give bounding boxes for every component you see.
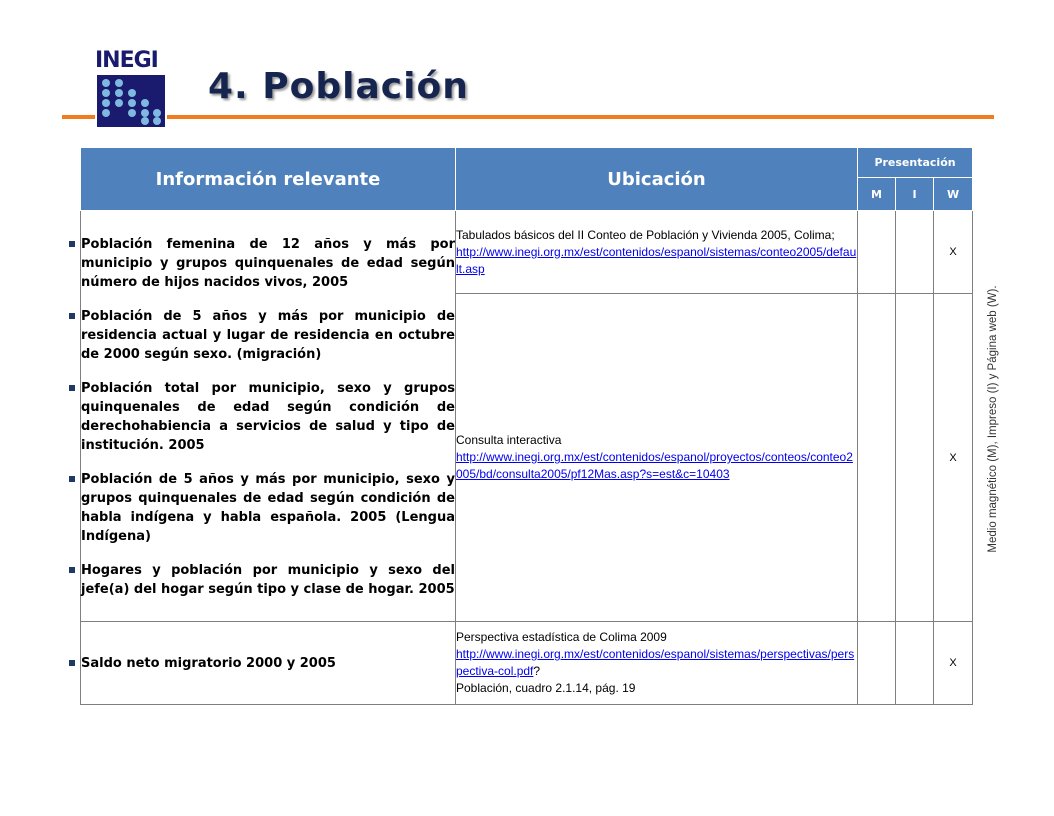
location-text: Perspectiva estadística de Colima 2009 <box>456 630 667 644</box>
bullet-icon <box>69 476 75 482</box>
logo-graphic <box>97 75 165 127</box>
header-info: Información relevante <box>81 148 456 211</box>
list-item: Saldo neto migratorio 2000 y 2005 <box>81 654 455 673</box>
header-i: I <box>896 178 934 211</box>
page-title: 4. Población <box>208 66 469 107</box>
mark-w: X <box>934 622 973 705</box>
info-cell <box>81 622 456 705</box>
mark-w: X <box>934 294 973 622</box>
inegi-logo <box>95 49 167 129</box>
location-cell <box>456 211 858 294</box>
list-item: Población femenina de 12 años y más por municipio y grupos quinquenales de edad según número de hijos nacidos vivos, 2005 <box>81 235 455 292</box>
mark-m <box>858 211 896 294</box>
header-w: W <box>934 178 973 211</box>
mark-m <box>858 622 896 705</box>
mark-w: X <box>934 211 973 294</box>
mark-i <box>896 294 934 622</box>
location-link[interactable]: http://www.inegi.org.mx/est/contenidos/espanol/sistemas/perspectivas/perspectiva-col.pdf <box>456 647 855 678</box>
mark-m <box>858 294 896 622</box>
location-extra: Población, cuadro 2.1.14, pág. 19 <box>456 681 636 695</box>
logo-text: INEGI <box>95 48 158 73</box>
mark-i <box>896 622 934 705</box>
header-m: M <box>858 178 896 211</box>
list-item: Población total por municipio, sexo y grupos quinquenales de edad según condición de derechohabiencia a servicios de salud y tipo de institución. 2005 <box>81 379 455 455</box>
bullet-icon <box>69 660 75 666</box>
location-cell <box>456 622 858 705</box>
list-item: Población de 5 años y más por municipio, sexo y grupos quinquenales de edad según condición de habla indígena y habla española. 2005 (Lengua Indígena) <box>81 470 455 546</box>
mark-i <box>896 211 934 294</box>
bullet-icon <box>69 241 75 247</box>
location-cell <box>456 294 858 622</box>
list-item: Población de 5 años y más por municipio de residencia actual y lugar de residencia en octubre de 2000 según sexo. (migración) <box>81 307 455 364</box>
side-note <box>983 268 1003 570</box>
bullet-icon <box>69 385 75 391</box>
location-link-suffix: ? <box>533 664 541 678</box>
population-table <box>80 147 973 705</box>
bullet-icon <box>69 313 75 319</box>
location-link[interactable]: http://www.inegi.org.mx/est/contenidos/espanol/sistemas/conteo2005/default.asp <box>456 244 857 276</box>
bullet-icon <box>69 567 75 573</box>
location-text: Consulta interactiva <box>456 433 562 447</box>
info-cell <box>81 211 456 622</box>
list-item: Hogares y población por municipio y sexo del jefe(a) del hogar según tipo y clase de hogar. 2005 <box>81 561 455 599</box>
location-link[interactable]: http://www.inegi.org.mx/est/contenidos/espanol/proyectos/conteos/conteo2005/bd/consulta2005/pf12Mas.asp?s=est&c=10403 <box>456 450 853 481</box>
location-text: Tabulados básicos del II Conteo de Población y Vivienda 2005, Colima; <box>456 227 835 242</box>
header-presentation: Presentación <box>858 148 973 178</box>
header-location: Ubicación <box>456 148 858 211</box>
side-note-text: Medio magnético (M), Impreso (I) y Página web (W). <box>987 285 999 553</box>
header-divider <box>62 115 994 119</box>
